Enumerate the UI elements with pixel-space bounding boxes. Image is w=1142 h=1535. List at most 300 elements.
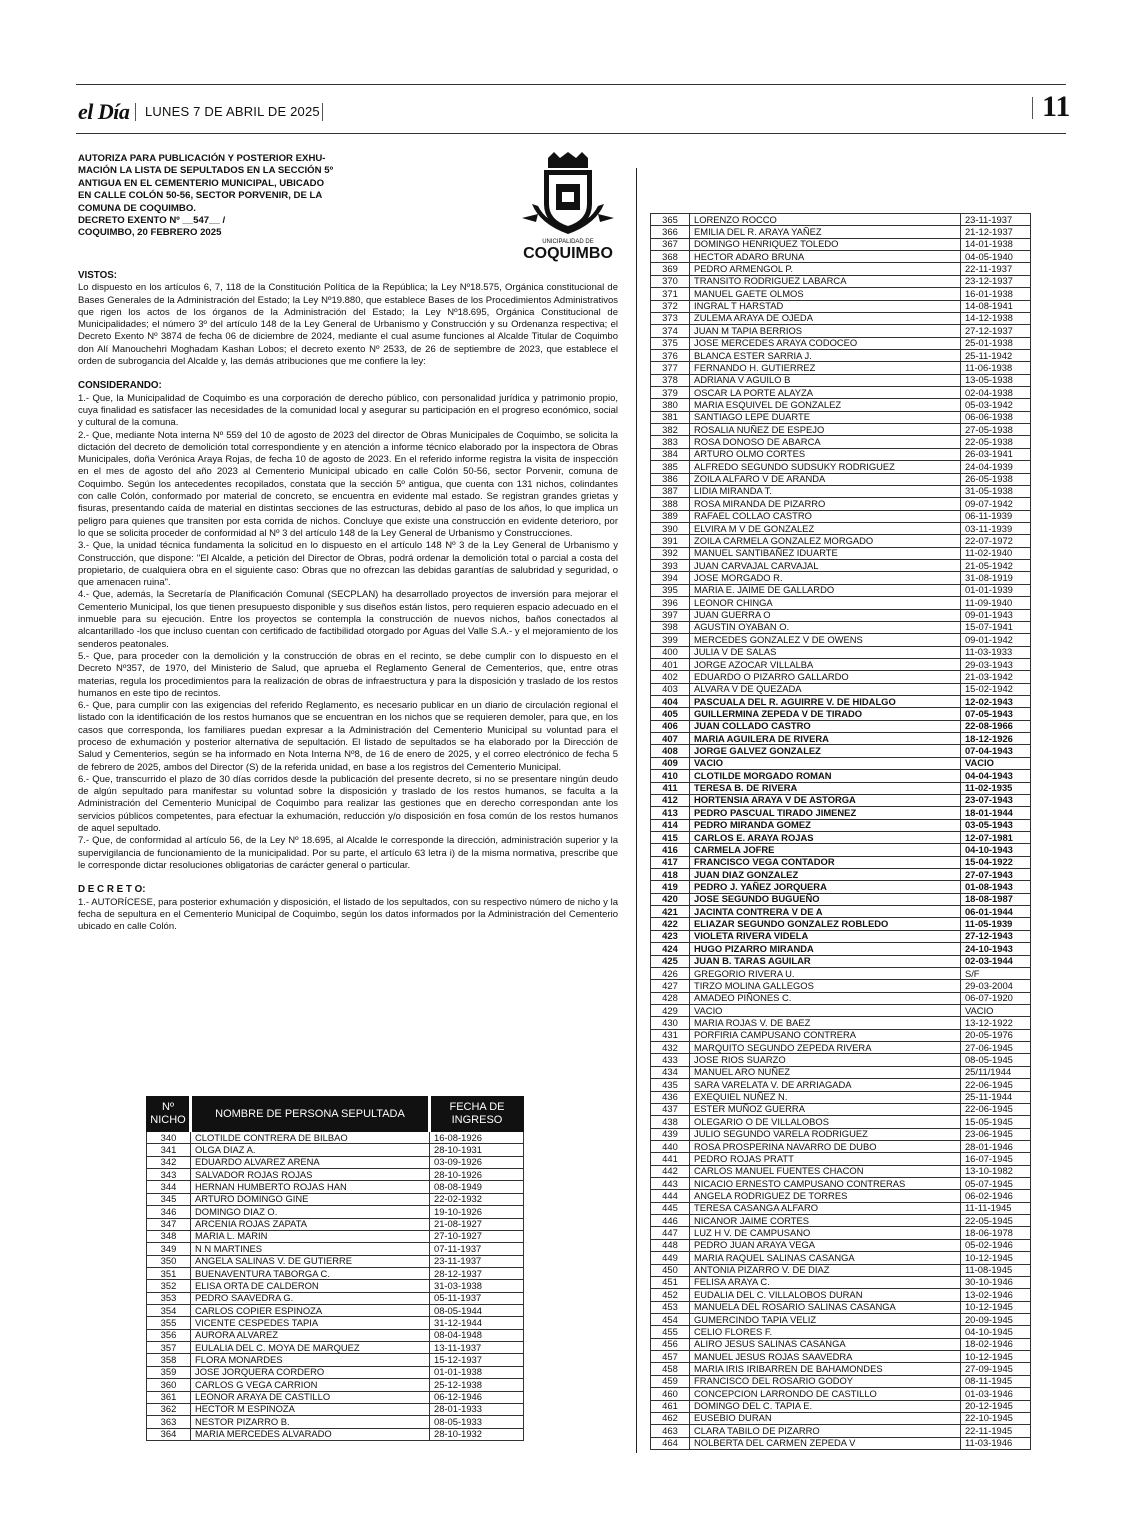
table-row [651, 374, 1031, 386]
cell-date: 07-05-1943 [960, 708, 1030, 720]
cell-name: SALVADOR ROJAS ROJAS [191, 1169, 430, 1181]
table-row [651, 214, 1031, 226]
cell-nicho: 458 [651, 1363, 690, 1375]
cell-nicho: 391 [651, 535, 690, 547]
table-row [651, 1202, 1031, 1214]
cell-nicho: 464 [651, 1437, 690, 1449]
cell-date: 31-03-1938 [430, 1280, 524, 1292]
cell-nicho: 447 [651, 1227, 690, 1239]
table-row [651, 634, 1031, 646]
cell-date: 15-07-1941 [960, 621, 1030, 633]
table-row [147, 1403, 524, 1415]
table-row [651, 1178, 1031, 1190]
cell-nicho: 349 [147, 1243, 191, 1255]
table-row [651, 757, 1031, 769]
cell-date: 13-02-1946 [960, 1289, 1030, 1301]
cell-name: ELVIRA M V DE GONZALEZ [690, 522, 961, 534]
cell-date: 12-07-1981 [960, 831, 1030, 843]
table-row [651, 436, 1031, 448]
table-row [651, 770, 1031, 782]
cell-nicho: 418 [651, 869, 690, 881]
cell-date: 27-12-1943 [960, 930, 1030, 942]
cell-name: MARIA AGUILERA DE RIVERA [690, 733, 961, 745]
cell-nicho: 368 [651, 251, 690, 263]
cell-name: CELIO FLORES F. [690, 1326, 961, 1338]
cell-name: JULIO SEGUNDO VARELA RODRIGUEZ [690, 1128, 961, 1140]
cell-nicho: 420 [651, 893, 690, 905]
table-row [651, 992, 1031, 1004]
cell-date: 13-12-1922 [960, 1017, 1030, 1029]
cell-name: JOSE RIOS SUARZO [690, 1054, 961, 1066]
cell-date: 30-10-1946 [960, 1276, 1030, 1288]
cell-name: HUGO PIZARRO MIRANDA [690, 943, 961, 955]
cell-date: 13-05-1938 [960, 374, 1030, 386]
cell-name: TERESA B. DE RIVERA [690, 782, 961, 794]
cell-nicho: 366 [651, 226, 690, 238]
decree-heading-line: COMUNA DE COQUIMBO. [78, 202, 196, 214]
cell-date: 05-03-1942 [960, 399, 1030, 411]
cell-nicho: 372 [651, 300, 690, 312]
table-row [651, 387, 1031, 399]
considerando-paragraph: 4.- Que, además, la Secretaría de Planificación Comunal (SECPLAN) ha desarrollado proyectos de inversión para mejorar el Cementerio Municipal, los que tienen presupuesto disponible y sus diseños están listos, pero requieren espacio adecuado en el inmueble para su ejecución. Entre los proyectos se contempla la construcción de nuevos nichos, baños conectados al alcantarillado -los que incluso cuentan con certificado de factibilidad otorgado por Aguas del Valle S.A.- y el mejoramiento de los senderos peatonales. [78, 589, 618, 650]
cell-name: SARA VARELATA V. DE ARRIAGADA [690, 1079, 961, 1091]
cell-name: ESTER MUÑOZ GUERRA [690, 1103, 961, 1115]
table-row [651, 1079, 1031, 1091]
table-row [147, 1366, 524, 1378]
cell-date: 20-09-1945 [960, 1313, 1030, 1325]
table-row [147, 1132, 524, 1144]
cell-name: JOSE JORQUERA CORDERO [191, 1366, 430, 1378]
table-row [651, 1215, 1031, 1227]
cell-date: 29-03-1943 [960, 658, 1030, 670]
table-row [651, 1351, 1031, 1363]
considerando-paragraph: 1.- Que, la Municipalidad de Coquimbo es una corporación de derecho público, con personalidad jurídica y patrimonio propio, cuya finalidad es satisfacer las necesidades de la comunidad local y asegurar su participación en el progreso económico, social y cultural de la comuna. [78, 392, 618, 429]
table-row [651, 300, 1031, 312]
cell-name: JUAN GUERRA O [690, 609, 961, 621]
table-row [147, 1243, 524, 1255]
cell-nicho: 400 [651, 646, 690, 658]
table-row [147, 1317, 524, 1329]
cell-name: ARTURO OLMO CORTES [690, 448, 961, 460]
table-row [651, 424, 1031, 436]
cell-nicho: 369 [651, 263, 690, 275]
cell-date: 27-05-1938 [960, 424, 1030, 436]
cell-nicho: 350 [147, 1255, 191, 1267]
cell-name: AURORA ALVAREZ [191, 1329, 430, 1341]
table-row [651, 1054, 1031, 1066]
cell-nicho: 428 [651, 992, 690, 1004]
table-row [651, 1313, 1031, 1325]
cell-name: SANTIAGO LEPE DUARTE [690, 411, 961, 423]
cell-date: 09-01-1942 [960, 634, 1030, 646]
table-row [651, 251, 1031, 263]
cell-name: FRANCISCO VEGA CONTADOR [690, 856, 961, 868]
table-row [651, 1239, 1031, 1251]
cell-name: CARLOS G VEGA CARRION [191, 1379, 430, 1391]
cell-date: 31-08-1919 [960, 572, 1030, 584]
cell-date: 10-12-1945 [960, 1351, 1030, 1363]
table-row [651, 1029, 1031, 1041]
cell-nicho: 398 [651, 621, 690, 633]
table-row [651, 1425, 1031, 1437]
cell-name: PASCUALA DEL R. AGUIRRE V. DE HIDALGO [690, 696, 961, 708]
cell-nicho: 384 [651, 448, 690, 460]
table-row [651, 1437, 1031, 1449]
cell-name: TERESA CASANGA ALFARO [690, 1202, 961, 1214]
cell-date: 28-12-1937 [430, 1267, 524, 1279]
cell-name: EUDALIA DEL C. VILLALOBOS DURAN [690, 1289, 961, 1301]
cell-nicho: 416 [651, 844, 690, 856]
cell-nicho: 457 [651, 1351, 690, 1363]
cell-name: ARTURO DOMINGO GINE [191, 1193, 430, 1205]
decree-heading [78, 153, 378, 240]
cell-name: FLORA MONARDES [191, 1354, 430, 1366]
cell-date: 22-05-1945 [960, 1215, 1030, 1227]
cell-nicho: 381 [651, 411, 690, 423]
cell-date: 27-06-1945 [960, 1042, 1030, 1054]
table-row [147, 1206, 524, 1218]
table-row [651, 1153, 1031, 1165]
decreto-text: 1.- AUTORÍCESE, para posterior exhumación y disposición, el listado de los sepultados, con su respectivo número de nicho y la fecha de sepultura en el Cementerio Municipal de Coquimbo, según los datos informados por la Administración del Cementerio ubicado en calle Colón. [78, 896, 618, 933]
table-row [651, 1017, 1031, 1029]
cell-name: EXEQUIEL NUÑEZ N. [690, 1091, 961, 1103]
table-row [651, 485, 1031, 497]
cell-date: 16-07-1945 [960, 1153, 1030, 1165]
table-row [147, 1342, 524, 1354]
cell-date: 03-05-1943 [960, 819, 1030, 831]
cell-nicho: 386 [651, 473, 690, 485]
cell-nicho: 405 [651, 708, 690, 720]
cell-name: PORFIRIA CAMPUSANO CONTRERA [690, 1029, 961, 1041]
cell-date: 25-11-1942 [960, 349, 1030, 361]
cell-nicho: 419 [651, 881, 690, 893]
cell-name: HORTENSIA ARAYA V DE ASTORGA [690, 794, 961, 806]
cell-nicho: 438 [651, 1116, 690, 1128]
cell-nicho: 429 [651, 1005, 690, 1017]
table-row [651, 794, 1031, 806]
cell-name: FELISA ARAYA C. [690, 1276, 961, 1288]
cell-name: TRANSITO RODRIGUEZ LABARCA [690, 275, 961, 287]
cell-date: 25-01-1938 [960, 337, 1030, 349]
cell-name: LEONOR ARAYA DE CASTILLO [191, 1391, 430, 1403]
municipal-crest-logo [518, 152, 618, 262]
table-row [147, 1379, 524, 1391]
cell-date: 06-12-1946 [430, 1391, 524, 1403]
cell-name: MARIA IRIS IRIBARREN DE BAHAMONDES [690, 1363, 961, 1375]
decree-heading-line: AUTORIZA PARA PUBLICACIÓN Y POSTERIOR EXHU- [78, 153, 326, 164]
table-row [147, 1416, 524, 1428]
cell-name: EULALIA DEL C. MOYA DE MARQUEZ [191, 1342, 430, 1354]
table-row [651, 807, 1031, 819]
section-title-vistos: VISTOS: [78, 270, 118, 281]
considerando-paragraph: 7.- Que, de conformidad al artículo 56, de la Ley Nº 18.695, al Alcalde le corresponde la dirección, administración superior y la supervigilancia de funcionamiento de la municipalidad. Por su parte, el artículo 63 letra i) de la misma normativa, prescribe que le corresponde dictar resoluciones obligatorias de carácter general o particular. [78, 835, 618, 871]
cell-nicho: 456 [651, 1338, 690, 1350]
cell-name: MARIA ESQUIVEL DE GONZALEZ [690, 399, 961, 411]
table-row [651, 1338, 1031, 1350]
cell-name: ROSALIA NUÑEZ DE ESPEJO [690, 424, 961, 436]
cell-nicho: 415 [651, 831, 690, 843]
cell-date: 11-11-1945 [960, 1202, 1030, 1214]
cell-nicho: 395 [651, 584, 690, 596]
table-row [147, 1292, 524, 1304]
cell-name: CARMELA JOFRE [690, 844, 961, 856]
table-row [651, 461, 1031, 473]
cell-date: 26-05-1938 [960, 473, 1030, 485]
cell-name: PEDRO JUAN ARAYA VEGA [690, 1239, 961, 1251]
cell-name: PEDRO PASCUAL TIRADO JIMENEZ [690, 807, 961, 819]
cell-name: HECTOR M ESPINOZA [191, 1403, 430, 1415]
cell-date: 12-02-1943 [960, 696, 1030, 708]
cell-nicho: 364 [147, 1428, 191, 1440]
table-row [651, 1412, 1031, 1424]
cell-name: JUAN M TAPIA BERRIOS [690, 325, 961, 337]
table-row [651, 733, 1031, 745]
table-row [147, 1144, 524, 1156]
cell-nicho: 410 [651, 770, 690, 782]
table-row [651, 1066, 1031, 1078]
cell-name: MARIA MERCEDES ALVARADO [191, 1428, 430, 1440]
cell-date: 08-04-1948 [430, 1329, 524, 1341]
cell-date: 11-03-1946 [960, 1437, 1030, 1449]
cell-date: 18-08-1987 [960, 893, 1030, 905]
cell-nicho: 441 [651, 1153, 690, 1165]
cell-name: CLOTILDE CONTRERA DE BILBAO [191, 1132, 430, 1144]
cell-nicho: 352 [147, 1280, 191, 1292]
cell-nicho: 394 [651, 572, 690, 584]
table-row [651, 1165, 1031, 1177]
cell-nicho: 454 [651, 1313, 690, 1325]
cell-nicho: 387 [651, 485, 690, 497]
cell-date: 08-05-1944 [430, 1305, 524, 1317]
cell-nicho: 411 [651, 782, 690, 794]
cell-date: 28-01-1933 [430, 1403, 524, 1415]
cell-date: 27-07-1943 [960, 869, 1030, 881]
cell-name: ZULEMA ARAYA DE OJEDA [690, 312, 961, 324]
cell-nicho: 423 [651, 930, 690, 942]
cell-date: 11-08-1945 [960, 1264, 1030, 1276]
table-row [651, 967, 1031, 979]
cell-nicho: 358 [147, 1354, 191, 1366]
cell-name: CARLOS COPIER ESPINOZA [191, 1305, 430, 1317]
cell-nicho: 393 [651, 560, 690, 572]
cell-nicho: 388 [651, 498, 690, 510]
cell-nicho: 354 [147, 1305, 191, 1317]
cell-date: 11-05-1939 [960, 918, 1030, 930]
cell-date: 23-12-1937 [960, 275, 1030, 287]
cell-date: 05-07-1945 [960, 1178, 1030, 1190]
cell-date: 23-06-1945 [960, 1128, 1030, 1140]
cell-name: DOMINGO DIAZ O. [191, 1206, 430, 1218]
cell-date: 28-01-1946 [960, 1140, 1030, 1152]
cell-nicho: 361 [147, 1391, 191, 1403]
decree-heading-line: EN CALLE COLÓN 50-56, SECTOR PORVENIR, DE LA [78, 190, 323, 202]
cell-name: JOSE MERCEDES ARAYA CODOCEO [690, 337, 961, 349]
cell-nicho: 365 [651, 214, 690, 226]
cell-name: CLARA TABILO DE PIZARRO [690, 1425, 961, 1437]
cell-name: PEDRO ROJAS PRATT [690, 1153, 961, 1165]
cell-nicho: 421 [651, 906, 690, 918]
table-row [651, 1128, 1031, 1140]
cell-date: 20-05-1976 [960, 1029, 1030, 1041]
cell-name: JORGE AZOCAR VILLALBA [690, 658, 961, 670]
cell-name: JULIA V DE SALAS [690, 646, 961, 658]
cell-date: 22-06-1945 [960, 1079, 1030, 1091]
page-number: 11 [1042, 90, 1071, 123]
cell-nicho: 357 [147, 1342, 191, 1354]
burial-table-right [650, 213, 1031, 1450]
cell-nicho: 462 [651, 1412, 690, 1424]
burial-table-left [146, 1096, 524, 1441]
considerando-paragraph: 6.- Que, transcurrido el plazo de 30 días corridos desde la publicación del presente decreto, si no se presentare ningún deudo de algún sepultado para manifestar su voluntad sobre la disposición y traslado de los restos humanos, se faculta a la Administración del Cementerio Municipal de Coquimbo para realizar las gestiones que en derecho correspondan ante los servicios públicos competentes, para efectuar la exhumación, reducción y/o disposición en fosa común de los restos humanos de aquel sepultado. [78, 773, 618, 835]
table-row [651, 349, 1031, 361]
table-row [651, 1140, 1031, 1152]
cell-name: EMILIA DEL R. ARAYA YAÑEZ [690, 226, 961, 238]
cell-nicho: 453 [651, 1301, 690, 1313]
cell-nicho: 448 [651, 1239, 690, 1251]
cell-name: ROSA PROSPERINA NAVARRO DE DUBO [690, 1140, 961, 1152]
table-row [651, 572, 1031, 584]
cell-name: MANUELA DEL ROSARIO SALINAS CASANGA [690, 1301, 961, 1313]
cell-name: CARLOS MANUEL FUENTES CHACON [690, 1165, 961, 1177]
cell-name: VIOLETA RIVERA VIDELA [690, 930, 961, 942]
cell-name: GUMERCINDO TAPIA VELIZ [690, 1313, 961, 1325]
cell-date: 03-11-1939 [960, 522, 1030, 534]
cell-date: 29-03-2004 [960, 980, 1030, 992]
table-row [651, 720, 1031, 732]
cell-date: VACIO [960, 757, 1030, 769]
table-row [651, 263, 1031, 275]
cell-name: OLEGARIO O DE VILLALOBOS [690, 1116, 961, 1128]
cell-name: DOMINGO HENRIQUEZ TOLEDO [690, 238, 961, 250]
cell-date: 06-07-1920 [960, 992, 1030, 1004]
cell-name: DOMINGO DEL C. TAPIA E. [690, 1400, 961, 1412]
table-row [651, 906, 1031, 918]
cell-date: 05-02-1946 [960, 1239, 1030, 1251]
cell-nicho: 444 [651, 1190, 690, 1202]
cell-date: 21-03-1942 [960, 671, 1030, 683]
cell-date: 07-04-1943 [960, 745, 1030, 757]
cell-nicho: 342 [147, 1156, 191, 1168]
header-rule-top [76, 84, 1066, 85]
cell-nicho: 376 [651, 349, 690, 361]
cell-date: 22-11-1945 [960, 1425, 1030, 1437]
cell-nicho: 360 [147, 1379, 191, 1391]
cell-nicho: 382 [651, 424, 690, 436]
cell-nicho: 341 [147, 1144, 191, 1156]
cell-nicho: 439 [651, 1128, 690, 1140]
header-date: LUNES 7 DE ABRIL DE 2025 [145, 104, 320, 119]
cell-date: 01-08-1943 [960, 881, 1030, 893]
table-row [147, 1181, 524, 1193]
cell-nicho: 375 [651, 337, 690, 349]
table-row [651, 560, 1031, 572]
vistos-text: Lo dispuesto en los artículos 6, 7, 118 de la Constitución Política de la República; la Ley Nº18.575, Orgánica constitucional de Bases Generales de la Administración del Estado; la Ley Nº19.880, que establece Bases de los Procedimientos Administrativos que rigen los actos de los órganos de la Administración del Estado; la Ley Nº18.695, Orgánica Constitucional de Municipalidades; el número 3º del artículo 148 de la Ley General de Urbanismo y Construcción y su Ordenanza respectiva; el Decreto Exento Nº 3874 de fecha 06 de diciembre de 2024, mediante el cual asume funciones al Alcalde Titular de Coquimbo don Alí Manouchehri Moghadam Kashan Lobos; el decreto exento Nº 2533, de 26 de septiembre de 2023, que establece el orden de subrogancia del Alcalde y, las demás atribuciones que me confiere la ley: [78, 282, 618, 368]
table-row [651, 1276, 1031, 1288]
section-title-considerando: CONSIDERANDO: [78, 380, 162, 392]
table-row [147, 1428, 524, 1440]
cell-name: CARLOS E. ARAYA ROJAS [690, 831, 961, 843]
table-row [651, 448, 1031, 460]
cell-nicho: 408 [651, 745, 690, 757]
table-row [651, 522, 1031, 534]
cell-name: GREGORIO RIVERA U. [690, 967, 961, 979]
cell-date: 22-11-1937 [960, 263, 1030, 275]
table-row [147, 1218, 524, 1230]
cell-date: 31-12-1944 [430, 1317, 524, 1329]
table-row [651, 584, 1031, 596]
table-row [651, 1042, 1031, 1054]
cell-date: 08-08-1949 [430, 1181, 524, 1193]
cell-date: 22-10-1945 [960, 1412, 1030, 1424]
cell-nicho: 449 [651, 1252, 690, 1264]
cell-date: 27-10-1927 [430, 1230, 524, 1242]
cell-nicho: 363 [147, 1416, 191, 1428]
cell-date: 16-08-1926 [430, 1132, 524, 1144]
cell-name: ELIAZAR SEGUNDO GONZALEZ ROBLEDO [690, 918, 961, 930]
cell-name: JOSE MORGADO R. [690, 572, 961, 584]
cell-name: LUZ H V. DE CAMPUSANO [690, 1227, 961, 1239]
cell-name: OSCAR LA PORTE ALAYZA [690, 387, 961, 399]
cell-name: MARIA E. JAIME DE GALLARDO [690, 584, 961, 596]
cell-nicho: 371 [651, 288, 690, 300]
cell-date: 15-12-1937 [430, 1354, 524, 1366]
cell-nicho: 390 [651, 522, 690, 534]
cell-nicho: 351 [147, 1267, 191, 1279]
cell-name: MANUEL JESUS ROJAS SAAVEDRA [690, 1351, 961, 1363]
cell-name: LIDIA MIRANDA T. [690, 485, 961, 497]
cell-name: JOSE SEGUNDO BUGUEÑO [690, 893, 961, 905]
table-row [651, 844, 1031, 856]
cell-name: EDUARDO O PIZARRO GALLARDO [690, 671, 961, 683]
table-row [651, 238, 1031, 250]
cell-name: PEDRO ARMENGOL P. [690, 263, 961, 275]
cell-date: 13-11-1937 [430, 1342, 524, 1354]
cell-nicho: 397 [651, 609, 690, 621]
cell-name: JUAN CARVAJAL CARVAJAL [690, 560, 961, 572]
cell-date: 18-06-1978 [960, 1227, 1030, 1239]
table-row [651, 1301, 1031, 1313]
cell-date: 16-01-1938 [960, 288, 1030, 300]
cell-nicho: 407 [651, 733, 690, 745]
table-row [651, 1264, 1031, 1276]
cell-date: 09-01-1943 [960, 609, 1030, 621]
cell-name: MARQUITO SEGUNDO ZEPEDA RIVERA [690, 1042, 961, 1054]
cell-nicho: 434 [651, 1066, 690, 1078]
cell-name: MARIA L. MARIN [191, 1230, 430, 1242]
cell-nicho: 433 [651, 1054, 690, 1066]
table-row [651, 621, 1031, 633]
cell-date: 11-03-1933 [960, 646, 1030, 658]
cell-date: 22-08-1966 [960, 720, 1030, 732]
cell-name: FRANCISCO DEL ROSARIO GODOY [690, 1375, 961, 1387]
table-row [651, 1252, 1031, 1264]
cell-nicho: 402 [651, 671, 690, 683]
cell-nicho: 378 [651, 374, 690, 386]
cell-nicho: 450 [651, 1264, 690, 1276]
cell-nicho: 392 [651, 547, 690, 559]
cell-nicho: 442 [651, 1165, 690, 1177]
cell-date: 20-12-1945 [960, 1400, 1030, 1412]
cell-nicho: 389 [651, 510, 690, 522]
cell-date: 22-06-1945 [960, 1103, 1030, 1115]
decree-number: DECRETO EXENTO Nº __547__ / [78, 215, 226, 227]
table-row [651, 362, 1031, 374]
cell-nicho: 379 [651, 387, 690, 399]
table-row [651, 473, 1031, 485]
cell-name: JACINTA CONTRERA V DE A [690, 906, 961, 918]
cell-nicho: 356 [147, 1329, 191, 1341]
cell-date: 24-10-1943 [960, 943, 1030, 955]
